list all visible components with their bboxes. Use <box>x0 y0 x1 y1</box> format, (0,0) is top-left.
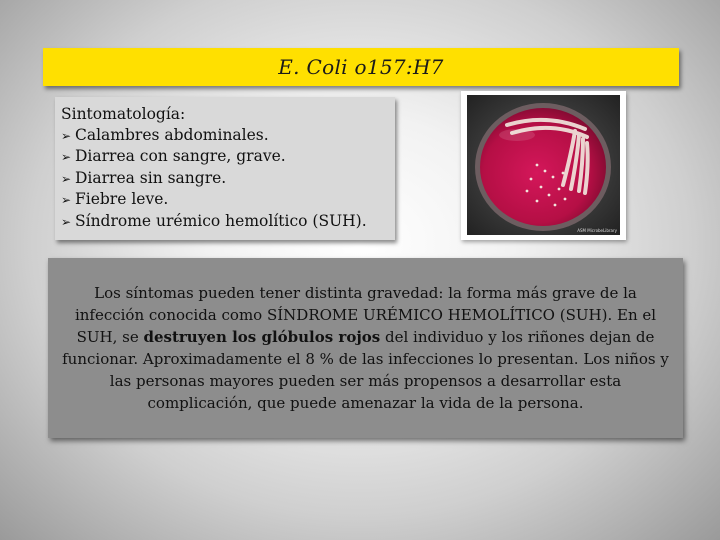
info-text-bold: destruyen los glóbulos rojos <box>143 328 381 346</box>
symptom-text: Diarrea con sangre, grave. <box>75 147 286 166</box>
symptom-item <box>61 146 389 168</box>
symptoms-heading: Sintomatología: <box>61 105 186 123</box>
symptoms-box <box>55 97 395 240</box>
symptom-text: Fiebre leve. <box>75 190 169 209</box>
symptom-item <box>61 211 389 233</box>
petri-dish-photo-frame <box>461 91 626 240</box>
symptom-item <box>61 189 389 211</box>
title-bar <box>43 48 679 86</box>
slide-title: E. Coli o157:H7 <box>278 55 444 79</box>
arrow-bullet-icon: ➢ <box>61 171 72 186</box>
arrow-bullet-icon: ➢ <box>61 150 72 165</box>
symptom-text: Síndrome urémico hemolítico (SUH). <box>75 211 367 230</box>
info-paragraph <box>58 282 673 414</box>
info-text-part2: del individuo y los riñones dejan de funcionar. Aproximadamente el 8 % de las infecciones lo presentan. Los niños y las personas mayores pueden ser más propensos a desarrollar esta complicación, que puede amenazar la vida de la persona. <box>62 328 669 412</box>
info-text-part1: Los síntomas pueden tener distinta gravedad: la forma más grave de la infección conocida como SÍNDROME URÉMICO HEMOLÍTICO (SUH). En el SUH, se <box>74 284 657 346</box>
arrow-bullet-icon: ➢ <box>61 193 72 208</box>
photo-caption: ASM MicrobeLibrary <box>577 228 617 233</box>
petri-dish-icon <box>467 95 620 235</box>
symptom-item <box>61 125 389 147</box>
arrow-bullet-icon: ➢ <box>61 128 72 143</box>
arrow-bullet-icon: ➢ <box>61 214 72 229</box>
symptom-text: Diarrea sin sangre. <box>75 168 227 187</box>
symptom-item <box>61 168 389 190</box>
info-box <box>48 258 683 438</box>
symptom-text: Calambres abdominales. <box>75 125 269 144</box>
